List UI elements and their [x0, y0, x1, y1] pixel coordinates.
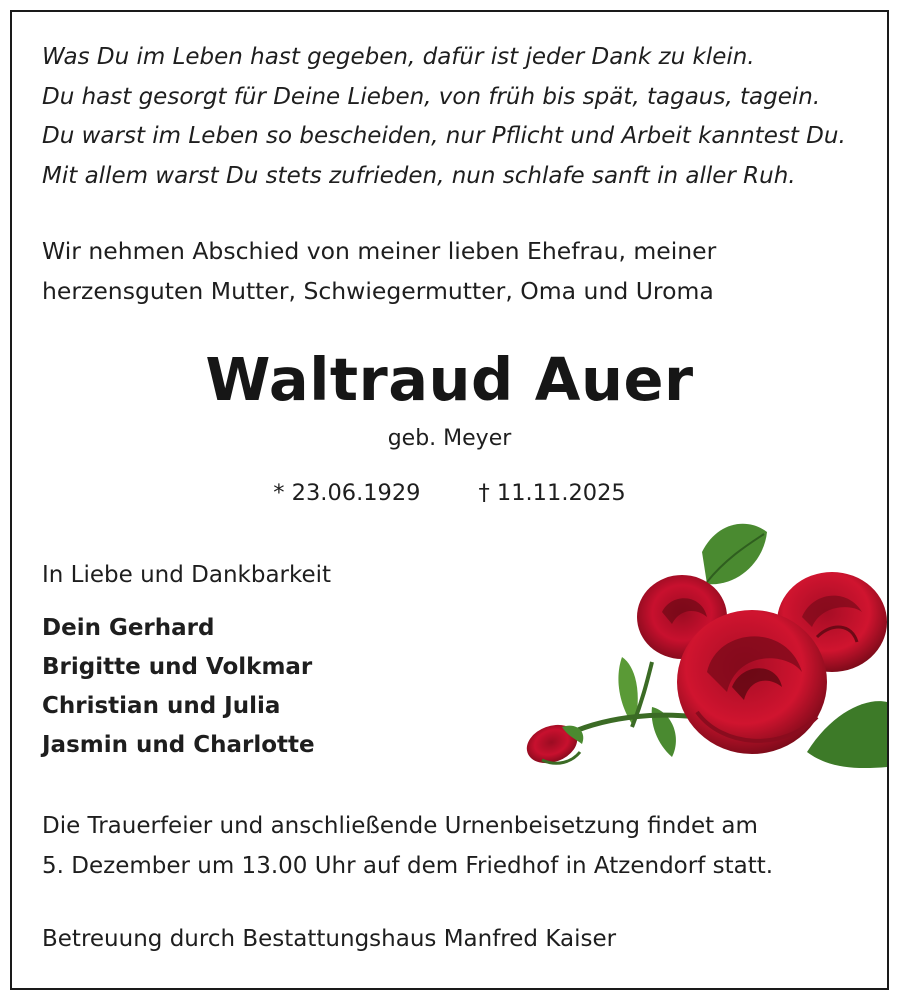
poem-line: Du hast gesorgt für Deine Lieben, von früh bis spät, tagaus, tagein.: [42, 83, 821, 110]
deceased-name: Waltraud Auer: [205, 345, 694, 414]
family-list: [42, 609, 315, 765]
intro-line: herzensguten Mutter, Schwiegermutter, Oma und Uroma: [42, 276, 714, 305]
poem-line: Du warst im Leben so bescheiden, nur Pflicht und Arbeit kanntest Du.: [42, 123, 846, 149]
farewell-intro: [42, 232, 716, 311]
poem-line: Mit allem warst Du stets zufrieden, nun schlafe sanft in aller Ruh.: [42, 162, 796, 189]
service-line: Die Trauerfeier und anschließende Urnenbeisetzung findet am: [42, 813, 758, 839]
life-dates: [12, 480, 887, 506]
service-line: 5. Dezember um 13.00 Uhr auf dem Friedhof in Atzendorf statt.: [42, 852, 774, 879]
death-date: † 11.11.2025: [478, 480, 626, 506]
poem-line: Was Du im Leben hast gegeben, dafür ist jeder Dank zu klein.: [42, 44, 755, 70]
red-roses-image: [502, 512, 887, 772]
family-member: Christian und Julia: [42, 693, 281, 719]
family-member: Jasmin und Charlotte: [42, 732, 315, 758]
obituary-notice: [10, 10, 889, 990]
memorial-poem: [42, 38, 846, 196]
family-member: Brigitte und Volkmar: [42, 654, 313, 680]
intro-line: Wir nehmen Abschied von meiner lieben Ehefrau, meiner: [42, 237, 717, 265]
birth-date: * 23.06.1929: [273, 480, 421, 506]
closing-phrase: In Liebe und Dankbarkeit: [42, 562, 332, 588]
funeral-service-info: [42, 807, 773, 886]
undertaker-credit: Betreuung durch Bestattungshaus Manfred Kaiser: [42, 926, 617, 952]
family-member: Dein Gerhard: [42, 615, 215, 641]
birth-name: geb. Meyer: [387, 426, 512, 451]
